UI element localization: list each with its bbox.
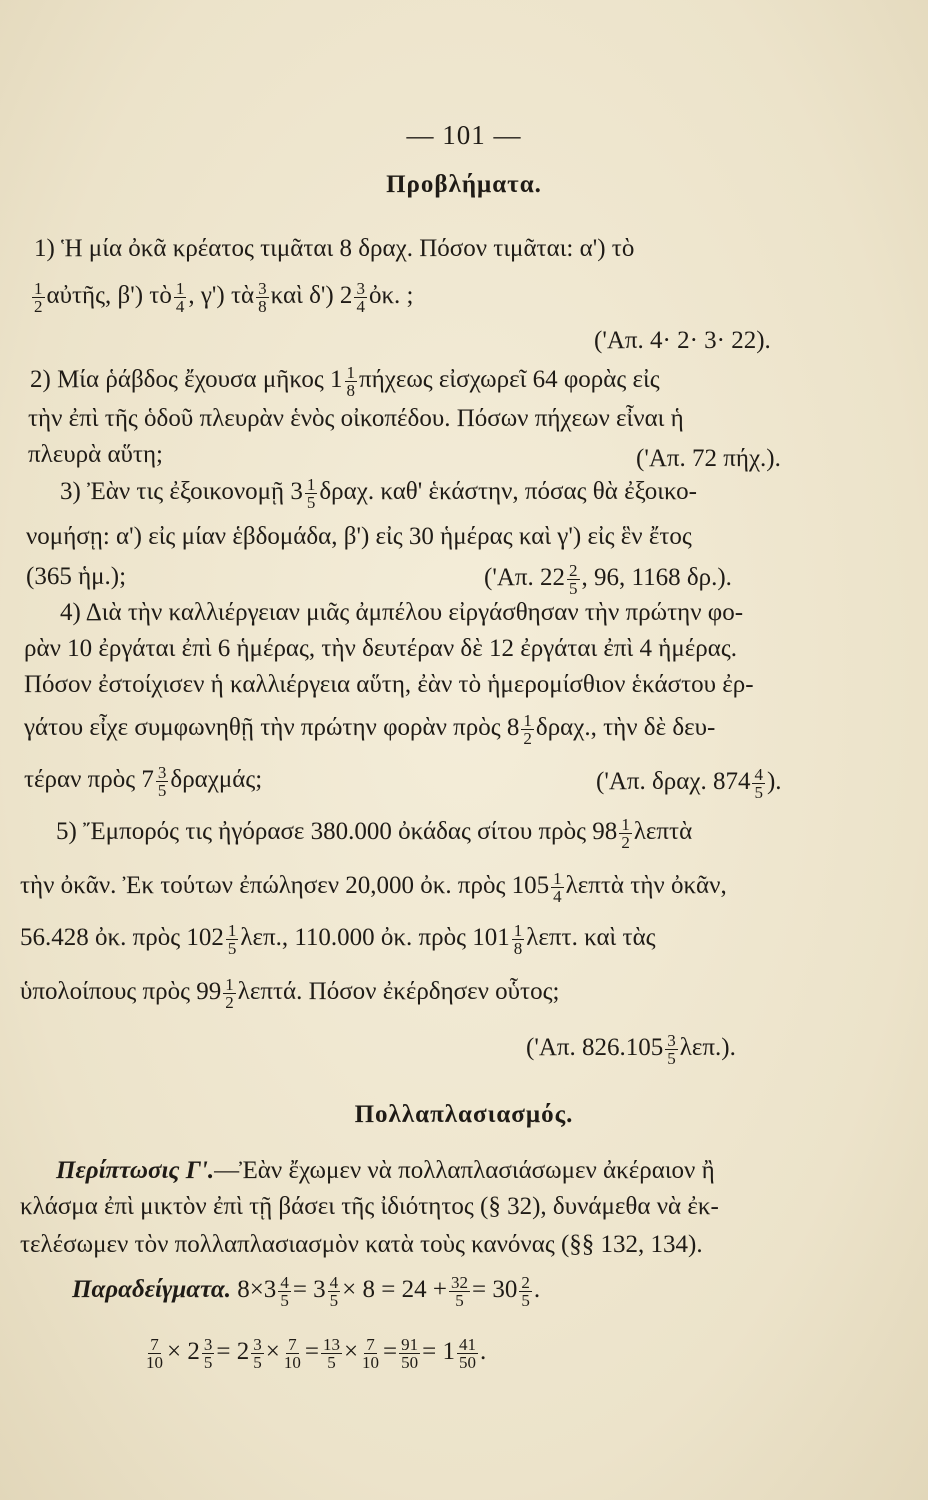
problem-5-line-3: 56.428 ὀκ. πρὸς 102 $\frac{1}{5}$ λεπ., 110.000 ὀκ. πρὸς 101 $\frac{1}{8}$ λεπτ. καὶ τὰς (20, 921, 656, 958)
problem-5-line-4: ὑπολοίπους πρὸς 99 $\frac{1}{2}$ λεπτά. Πόσον ἐκέρδησεν οὗτος; (20, 975, 560, 1012)
fraction: $\frac{13}{5}$ (322, 1335, 340, 1372)
case-title: Περίπτωσις Γ'. (56, 1157, 215, 1184)
problem-2-line-2: τὴν ἐπὶ τῆς ὁδοῦ πλευρὰν ἑνὸς οἰκοπέδου. Πόσων πήχεων εἶναι ἡ (28, 405, 684, 432)
fraction: $\frac{1}{2}$ (34, 279, 43, 316)
section-heading-problems: Προβλήματα. (386, 171, 542, 198)
problem-5-line-1: 5) Ἔμπορός τις ἠγόρασε 380.000 ὀκάδας σίτου πρὸς 98 $\frac{1}{2}$ λεπτὰ (56, 815, 693, 852)
problem-4-line-3: Πόσον ἐστοίχισεν ἡ καλλιέργεια αὕτη, ἐὰν τὸ ἡμερομίσθιον ἑκάστου ἐρ- (24, 671, 754, 698)
fraction: $\frac{3}{5}$ (667, 1031, 676, 1068)
fraction: $\frac{3}{5}$ (253, 1335, 262, 1372)
problem-1-line-1: 1) Ἡ μία ὀκᾶ κρέατος τιμᾶται 8 δραχ. Πόσον τιμᾶται: α') τὸ (34, 235, 635, 262)
fraction: $\frac{1}{8}$ (346, 363, 356, 400)
fraction: $\frac{1}{4}$ (175, 279, 185, 316)
problem-3-line-2: νομήσῃ: α') εἰς μίαν ἑβδομάδα, β') εἰς 30 ἡμέρας καὶ γ') εἰς ἓν ἔτος (26, 523, 692, 550)
problem-3-answer: ('Απ. 22 $\frac{2}{5}$ , 96, 1168 δρ.). (484, 561, 732, 598)
problem-4-line-4: γάτου εἶχε συμφωνηθῇ τὴν πρώτην φορὰν πρὸς 8 $\frac{1}{2}$ δραχ., τὴν δὲ δευ- (24, 711, 716, 748)
problem-1-answer: ('Απ. 4· 2· 3· 22). (594, 327, 771, 354)
problem-1-line-2: $\frac{1}{2}$ αὐτῆς, β') τὸ $\frac{1}{4}$ , γ') τὰ $\frac{3}{8}$ καὶ δ') 2 $\frac{3}{4}$ ὀκ. ; (34, 279, 414, 316)
section-heading-multiplication: Πολλαπλασιασμός. (354, 1101, 574, 1128)
fraction: $\frac{4}{5}$ (329, 1273, 339, 1310)
fraction: $\frac{7}{10}$ (283, 1335, 301, 1372)
examples-title: Παραδείγματα. (72, 1276, 231, 1304)
fraction: $\frac{2}{5}$ (569, 561, 578, 598)
problem-3-line-3: (365 ἡμ.); (26, 563, 127, 590)
problem-2-answer: ('Απ. 72 πήχ.). (636, 445, 781, 472)
fraction: $\frac{1}{5}$ (306, 475, 316, 512)
fraction: $\frac{3}{4}$ (356, 279, 365, 316)
fraction: $\frac{91}{50}$ (401, 1335, 419, 1372)
problem-5-answer: ('Απ. 826.105 $\frac{3}{5}$ λεπ.). (526, 1031, 736, 1068)
fraction: $\frac{1}{5}$ (227, 921, 237, 958)
problem-4-line-2: ρὰν 10 ἐργάται ἐπὶ 6 ἡμέρας, τὴν δευτέραν δὲ 12 ἐργάται ἐπὶ 4 ἡμέρας. (24, 635, 737, 662)
problem-4-answer: ('Απ. δραχ. 874 $\frac{4}{5}$ ). (596, 765, 782, 802)
fraction: $\frac{4}{5}$ (754, 765, 763, 802)
problem-3-line-1: 3) Ἐὰν τις ἐξοικονομῇ 3 $\frac{1}{5}$ δραχ. καθ' ἑκάστην, πόσας θὰ ἐξοικο- (60, 475, 697, 512)
fraction: $\frac{3}{5}$ (203, 1335, 213, 1372)
problem-5-line-2: τὴν ὀκᾶν. Ἐκ τούτων ἐπώλησεν 20,000 ὀκ. πρὸς 105 $\frac{1}{4}$ λεπτὰ τὴν ὀκᾶν, (20, 869, 727, 906)
fraction: $\frac{41}{50}$ (459, 1335, 477, 1372)
problem-4-line-1: 4) Διὰ τὴν καλλιέργειαν μιᾶς ἀμπέλου εἰργάσθησαν τὴν πρώτην φο- (60, 599, 744, 626)
example-line-2: $\frac{7}{10}$ × 2 $\frac{3}{5}$ = 2 $\frac{3}{5}$ × $\frac{7}{10}$ = $\frac{13}{5}$ × $\frac{7}{10}$ = $\frac{91}{50}$ = 1 $\frac{41}{50}$ . (146, 1335, 487, 1372)
fraction: $\frac{1}{2}$ (523, 711, 532, 748)
fraction: $\frac{7}{10}$ (362, 1335, 380, 1372)
problem-2-line-3: πλευρὰ αὕτη; (28, 441, 163, 468)
fraction: $\frac{1}{2}$ (621, 815, 630, 852)
fraction: $\frac{1}{8}$ (513, 921, 523, 958)
fraction: $\frac{3}{8}$ (258, 279, 267, 316)
fraction: $\frac{3}{5}$ (157, 763, 167, 800)
fraction: $\frac{4}{5}$ (280, 1273, 289, 1310)
case-line-3: τελέσωμεν τὸν πολλαπλασιασμὸν κατὰ τοὺς κανόνας (§§ 132, 134). (20, 1231, 703, 1258)
fraction: $\frac{7}{10}$ (146, 1335, 163, 1372)
problem-2-line-1: 2) Μία ῥάβδος ἔχουσα μῆκος 1 $\frac{1}{8}$ πήχεως εἰσχωρεῖ 64 φορὰς εἰς (30, 363, 660, 400)
page-number: — 101 — (406, 120, 522, 150)
problem-4-line-5: τέραν πρὸς 7 $\frac{3}{5}$ δραχμάς; (24, 763, 263, 800)
fraction: $\frac{1}{4}$ (553, 869, 562, 906)
example-line-1: Παραδείγματα. 8×3 $\frac{4}{5}$ = 3 $\frac{4}{5}$ × 8 = 24 + $\frac{32}{5}$ = 30 $\frac{2}{5}$ . (72, 1273, 541, 1310)
fraction: $\frac{32}{5}$ (450, 1273, 468, 1310)
fraction: $\frac{2}{5}$ (521, 1273, 530, 1310)
fraction: $\frac{1}{2}$ (225, 975, 234, 1012)
case-line-2: κλάσμα ἐπὶ μικτὸν ἐπὶ τῇ βάσει τῆς ἰδιότητος (§ 32), δυνάμεθα νὰ ἐκ- (20, 1193, 719, 1220)
case-line-1: Περίπτωσις Γ'.—Ἐὰν ἔχωμεν νὰ πολλαπλασιάσωμεν ἀκέραιον ἢ (56, 1157, 715, 1184)
